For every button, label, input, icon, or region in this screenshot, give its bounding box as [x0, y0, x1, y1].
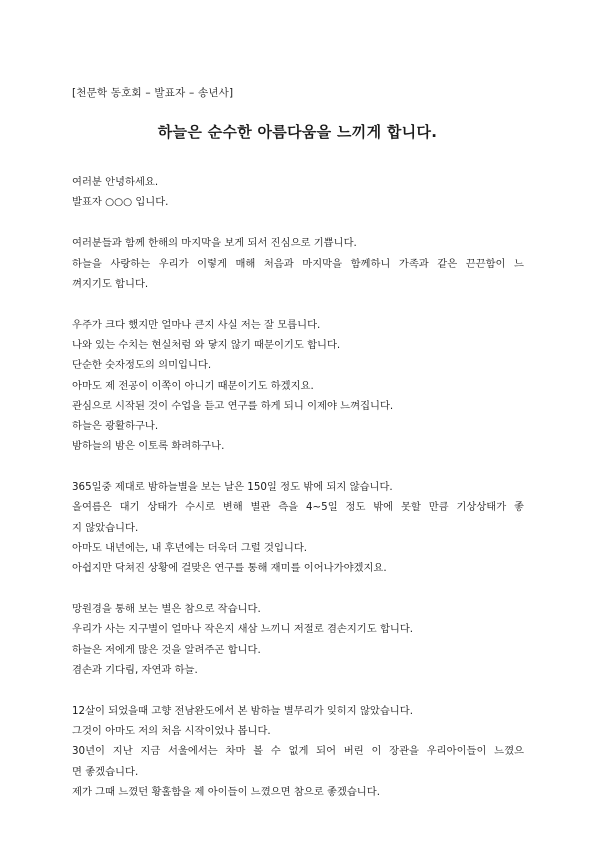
- text-line: 아마도 제 전공이 이쪽이 아니기 때문이기도 하겠지요.: [72, 379, 314, 392]
- text-line: 지 않았습니다.: [72, 521, 139, 534]
- text-line: 면 좋겠습니다.: [72, 765, 139, 778]
- text-line: 망원경을 통해 보는 별은 참으로 작습니다.: [72, 603, 261, 616]
- paragraph-telescope: [72, 599, 524, 680]
- text-line: 여러분들과 함께 한해의 마지막을 보게 되서 진심으로 기쁩니다.: [72, 237, 357, 250]
- document-body: [72, 172, 524, 823]
- text-line: 아마도 내년에는, 내 후년에는 더욱더 그럴 것입니다.: [72, 541, 308, 554]
- document-title: 하늘은 순수한 아름다움을 느끼게 합니다.: [157, 123, 438, 141]
- text-line: 365일중 제대로 밤하늘별을 보는 날은 150일 정도 밖에 되지 않습니다.: [72, 481, 393, 494]
- text-line: 올여름은 대기 상태가 수시로 변해 별관 측을 4~5일 정도 밖에 못할 만큼 기상상태가 좋: [72, 501, 524, 514]
- text-line: 단순한 숫자정도의 의미입니다.: [72, 359, 212, 372]
- text-line: 나와 있는 수치는 현실처럼 와 닿지 않기 때문이기도 합니다.: [72, 339, 341, 352]
- text-line: 12살이 되었을때 고향 전남완도에서 본 밤하늘 별무리가 잊히지 않았습니다.: [72, 704, 413, 717]
- paragraph-welcome: [72, 233, 524, 294]
- text-line: 하늘은 광활하구나.: [72, 419, 159, 432]
- text-line: 그것이 아마도 저의 처음 시작이었나 봅니다.: [72, 725, 271, 738]
- text-line: 우주가 크다 했지만 얼마나 큰지 사실 저는 잘 모릅니다.: [72, 318, 321, 331]
- text-line: 겸손과 기다림, 자연과 하늘.: [72, 663, 198, 676]
- text-line: 관심으로 시작된 것이 수업을 듣고 연구를 하게 되니 이제야 느껴집니다.: [72, 399, 394, 412]
- text-line: 발표자 ○○○ 입니다.: [72, 196, 169, 209]
- text-line: 30년이 지난 지금 서울에서는 차마 볼 수 없게 되어 버린 이 장관을 우리아이들이 느꼈으: [72, 745, 524, 758]
- text-line: 여러분 안녕하세요.: [72, 176, 159, 188]
- text-line: 아쉽지만 닥쳐진 상황에 걸맞은 연구를 통해 재미를 이어나가야겠지요.: [72, 562, 387, 574]
- paragraph-greeting: [72, 172, 524, 212]
- text-line: 하늘을 사랑하는 우리가 이렇게 매해 처음과 마지막을 함께하니 가족과 같은 끈끈함이 느: [72, 257, 524, 270]
- paragraph-memory: [72, 701, 524, 802]
- text-line: 하늘은 저에게 많은 것을 알려주곤 합니다.: [72, 643, 261, 656]
- text-line: 우리가 사는 지구별이 얼마나 작은지 새삼 느끼니 저절로 겸손지기도 합니다.: [72, 623, 414, 636]
- text-line: 밤하늘의 밤은 이토록 화려하구나.: [72, 440, 225, 453]
- text-line: 껴지기도 합니다.: [72, 277, 149, 290]
- document-header: [천문학 동호회 – 발표자 – 송년사]: [72, 87, 234, 99]
- paragraph-observation: [72, 477, 524, 578]
- paragraph-universe: [72, 315, 524, 456]
- text-line: 제가 그때 느꼈던 황홀함을 제 아이들이 느꼈으면 참으로 좋겠습니다.: [72, 785, 380, 798]
